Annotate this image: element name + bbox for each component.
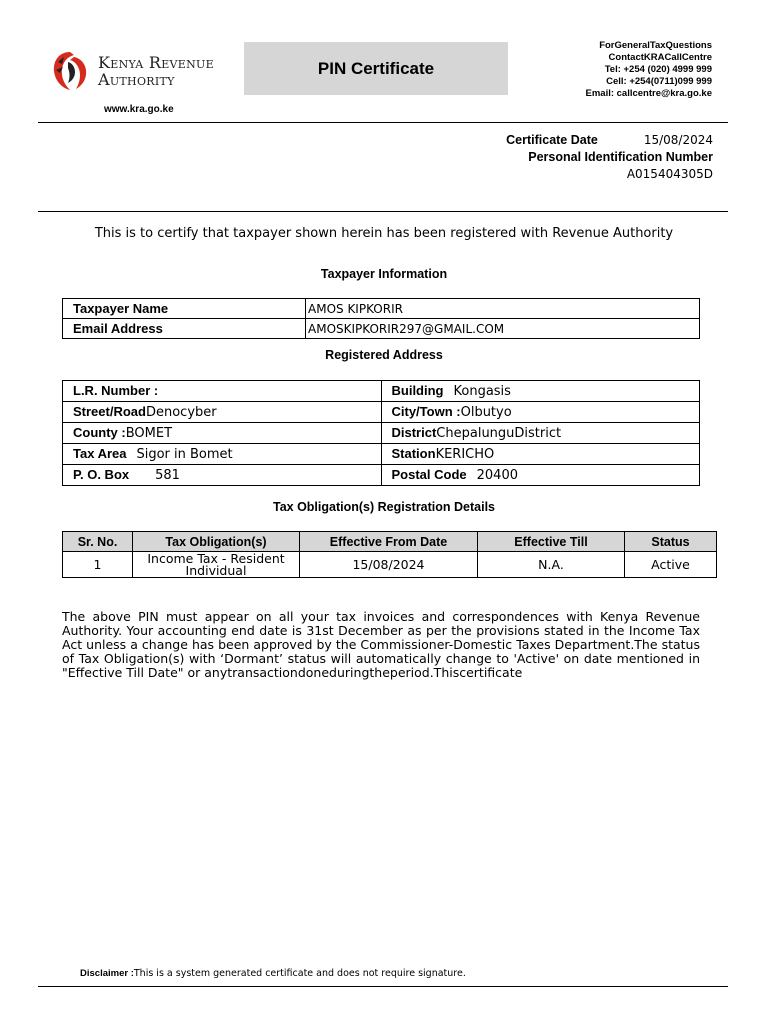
obligations-section-title: Tax Obligation(s) Registration Details bbox=[272, 500, 496, 514]
contact-block bbox=[586, 40, 713, 100]
certificate-info bbox=[506, 132, 713, 183]
contact-line: ContactKRACallCentre bbox=[608, 52, 712, 63]
header-divider bbox=[38, 122, 728, 123]
city-value: Olbutyo bbox=[460, 405, 512, 420]
building-cell bbox=[381, 381, 700, 402]
obligation-line: Individual bbox=[185, 562, 247, 578]
column-header-effective-from: Effective From Date bbox=[300, 532, 478, 552]
obligations-table bbox=[62, 531, 717, 578]
county-value: BOMET bbox=[125, 426, 173, 441]
page-title: PIN Certificate bbox=[244, 42, 508, 95]
district-value: ChepalunguDistrict bbox=[436, 426, 562, 441]
station-value: KERICHO bbox=[435, 447, 495, 462]
certify-statement: This is to certify that taxpayer shown herein has been registered with Revenue Authority bbox=[94, 226, 674, 241]
kra-lion-logo-icon bbox=[50, 48, 90, 92]
lr-number-cell bbox=[63, 381, 382, 402]
footer-divider bbox=[38, 986, 728, 987]
certificate-date-value: 15/08/2024 bbox=[643, 133, 713, 147]
disclaimer-text: This is a system generated certificate and does not require signature. bbox=[133, 968, 466, 979]
po-box-label: P. O. Box bbox=[73, 467, 130, 482]
table-row bbox=[63, 299, 700, 319]
column-header-sr-no: Sr. No. bbox=[63, 532, 133, 552]
address-table bbox=[62, 380, 700, 486]
website-link[interactable]: www.kra.go.ke bbox=[104, 104, 174, 115]
contact-line: ForGeneralTaxQuestions bbox=[599, 40, 712, 51]
table-row bbox=[63, 465, 700, 486]
status-cell: Active bbox=[625, 552, 717, 578]
street-cell bbox=[63, 402, 382, 423]
taxpayer-table bbox=[62, 298, 700, 339]
station-label: Station bbox=[391, 446, 436, 461]
column-header-effective-till: Effective Till bbox=[478, 532, 625, 552]
address-section-title: Registered Address bbox=[325, 348, 443, 362]
station-cell bbox=[381, 444, 700, 465]
postal-code-label: Postal Code bbox=[391, 467, 467, 482]
street-label: Street/Road bbox=[73, 404, 146, 419]
tax-area-value: Sigor in Bomet bbox=[136, 447, 233, 462]
obligation-cell bbox=[133, 552, 300, 578]
po-box-cell bbox=[63, 465, 382, 486]
tax-area-cell bbox=[63, 444, 382, 465]
section-divider bbox=[38, 211, 728, 212]
contact-cell: Cell: +254(0711)099 999 bbox=[606, 76, 712, 87]
org-name-line2: Authority bbox=[98, 70, 175, 89]
email-value: AMOSKIPKORIR297@GMAIL.COM bbox=[306, 319, 700, 339]
obligation-line: Income Tax - Resident bbox=[147, 550, 285, 566]
table-row bbox=[63, 552, 717, 578]
pin-value: A015404305D bbox=[626, 167, 713, 181]
county-label: County : bbox=[73, 425, 126, 440]
table-header-row bbox=[63, 532, 717, 552]
table-row bbox=[63, 444, 700, 465]
email-label: Email Address bbox=[63, 319, 306, 339]
po-box-value: 581 bbox=[155, 468, 180, 483]
column-header-status: Status bbox=[625, 532, 717, 552]
pin-label: Personal Identification Number bbox=[528, 150, 713, 164]
table-row bbox=[63, 402, 700, 423]
city-cell bbox=[381, 402, 700, 423]
postal-code-value: 20400 bbox=[476, 468, 518, 483]
pin-notice-paragraph: The above PIN must appear on all your tax invoices and correspondences with Kenya Revenue Authority. Your accounting end date is 31st December as per the provisions stated in the Income Tax Act unless a change has been approved by the Commissioner-Domestic Taxes Department.The status of Tax Obligation(s) with ‘Dormant’ status will automatically change to 'Active' on date mentioned in "Effective Till Date" or anytransactiondoneduringtheperiod.Thiscertificate bbox=[62, 609, 700, 680]
postal-code-cell bbox=[381, 465, 700, 486]
org-name-line1: Kenya Revenue bbox=[98, 53, 214, 72]
building-label: Building bbox=[391, 383, 444, 398]
taxpayer-name-value: AMOS KIPKORIR bbox=[306, 299, 700, 319]
district-label: District bbox=[391, 425, 437, 440]
building-value: Kongasis bbox=[453, 384, 511, 399]
sr-no-cell: 1 bbox=[63, 552, 133, 578]
table-row bbox=[63, 319, 700, 339]
contact-email: Email: callcentre@kra.go.ke bbox=[585, 88, 712, 99]
lr-number-label: L.R. Number : bbox=[73, 383, 159, 398]
column-header-obligation: Tax Obligation(s) bbox=[133, 532, 300, 552]
district-cell bbox=[381, 423, 700, 444]
county-cell bbox=[63, 423, 382, 444]
effective-till-cell: N.A. bbox=[478, 552, 625, 578]
table-row bbox=[63, 423, 700, 444]
table-row bbox=[63, 381, 700, 402]
taxpayer-section-title: Taxpayer Information bbox=[320, 267, 448, 281]
city-label: City/Town : bbox=[391, 404, 461, 419]
effective-from-cell: 15/08/2024 bbox=[300, 552, 478, 578]
taxpayer-name-label: Taxpayer Name bbox=[63, 299, 306, 319]
org-name bbox=[98, 54, 214, 88]
disclaimer bbox=[80, 968, 466, 979]
disclaimer-label: Disclaimer : bbox=[80, 968, 134, 979]
certificate-date-label: Certificate Date bbox=[506, 133, 598, 147]
contact-tel: Tel: +254 (020) 4999 999 bbox=[604, 64, 712, 75]
tax-area-label: Tax Area bbox=[73, 446, 127, 461]
street-value: Denocyber bbox=[145, 405, 217, 420]
